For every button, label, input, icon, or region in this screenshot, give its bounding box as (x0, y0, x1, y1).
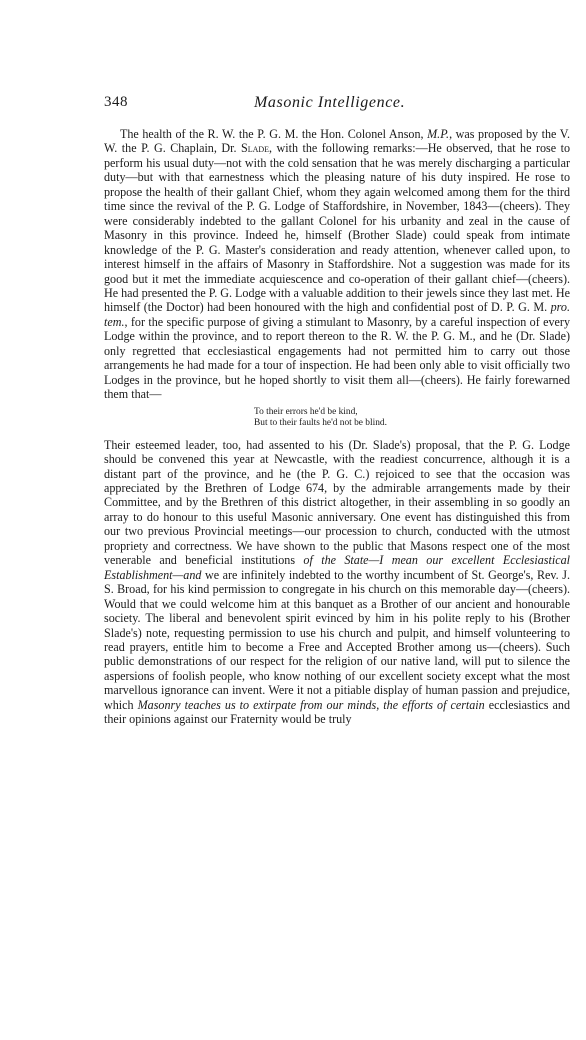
paragraph-1-italic-mp: M.P. (427, 127, 450, 141)
page-number: 348 (104, 94, 128, 110)
paragraph-2-text-1: Their esteemed leader, too, had assented to his (Dr. Slade's) proposal, that the P. G. Lodge should be convened this year at Newcastle, with the readiest concurrence, although it is a distant part of the province, and he (the P. G. C.) rejoiced to see that the occasion was appreciated by the Brethren of Lodge 674, by the admirable arrangements made by their Committee, and by the Brethren of this district altogether, in their assembling in so goodly an array to do honour to this useful Masonic anniversary. One event has distinguished this from our two previous Provincial meetings—our procession to church, conducted with the utmost propriety and correctness. We have shown to the public that Masons respect one of the most venerable and beneficial institutions (104, 437, 570, 568)
page-header (104, 94, 570, 116)
verse-quote (254, 407, 570, 429)
paragraph-2-italic-1: of the State—I mean our excellent Ecclesiastical Establishment—and (104, 553, 570, 582)
paragraph-2-text-3: ecclesiastics and their opinions against our Fraternity would be truly (104, 697, 570, 727)
paragraph-1-italic-pro-tem: pro. tem. (104, 300, 570, 329)
verse-line-1: To their errors he'd be kind, (254, 406, 358, 417)
article-body (104, 127, 570, 727)
paragraph-2 (104, 438, 570, 727)
paragraph-1-name-slade: Slade (240, 141, 270, 156)
paragraph-1-text-1: The health of the R. W. the P. G. M. the Hon. Colonel Anson, (120, 127, 428, 141)
running-title: Masonic Intelligence. (254, 94, 406, 111)
verse-line-2: But to their faults he'd not be blind. (254, 417, 387, 428)
paragraph-2-text-2: we are infinitely indebted to the worthy incumbent of St. George's, Rev. J. S. Broad, for his kind permission to congregate in his church on this memorable day—(cheers). Would that we could welcome him at this banquet as a Brother of our ancient and honourable society. The liberal and benevolent spirit evinced by him in his polite reply to his (Brother Slade's) note, requesting permission to use his church and pulpit, and himself volunteering to read prayers, entitle him to become a Free and Accepted Brother among us—(cheers). Such public demonstrations of our respect for the religion of our native land, will put to silence the aspersions of foolish people, who know nothing of our excellent society except what the most marvellous ignorance can invent. Were it not a pitiable display of human passion and prejudice, which (104, 567, 570, 712)
paragraph-1-text-2: , was proposed by the V. W. the P. G. Chaplain, Dr. (104, 127, 570, 156)
paragraph-1-text-3: , with the following remarks:—He observed, that he rose to perform his usual duty—not with the cold sensation that he was merely discharging a particular duty—but with that earnestness which the pleasing nature of his duty inspired. He rose to propose the health of their gallant Chief, whom they again welcomed among them for the third time since the revival of the P. G. Lodge of Staffordshire, in November, 1843—(cheers). They were considerably indebted to the gallant Colonel for his urbanity and zeal in the cause of Masonry in this province. Indeed he, himself (Brother Slade) could speak from intimate knowledge of the P. G. Master's consideration and ready attention, whenever called upon, to interest himself in the affairs of Masonry in Staffordshire. Not a suggestion was made for its good but it met the immediate acquiescence and co-operation of their gallant chief—(cheers). He had presented the P. G. Lodge with a valuable addition to their jewels since they last met. He himself (the Doctor) had been honoured with the high and confidential post of D. P. G. M. (104, 141, 570, 315)
paragraph-2-italic-2: Masonry teaches us to extirpate from our minds, the efforts of certain (137, 697, 485, 712)
paragraph-1-text-4: , for the specific purpose of giving a stimulant to Masonry, by a careful inspection of every Lodge within the province, and to report thereon to the R. W. the P. G. M., and he (Dr. Slade) only regretted that ecclesiastical engagements had not permitted him to carry out those arrangements he had made for a tour of inspection. He had been only able to visit officially two Lodges in the province, but he hoped shortly to visit them all—(cheers). He fairly forewarned them that— (104, 314, 570, 402)
paragraph-1 (104, 127, 570, 402)
